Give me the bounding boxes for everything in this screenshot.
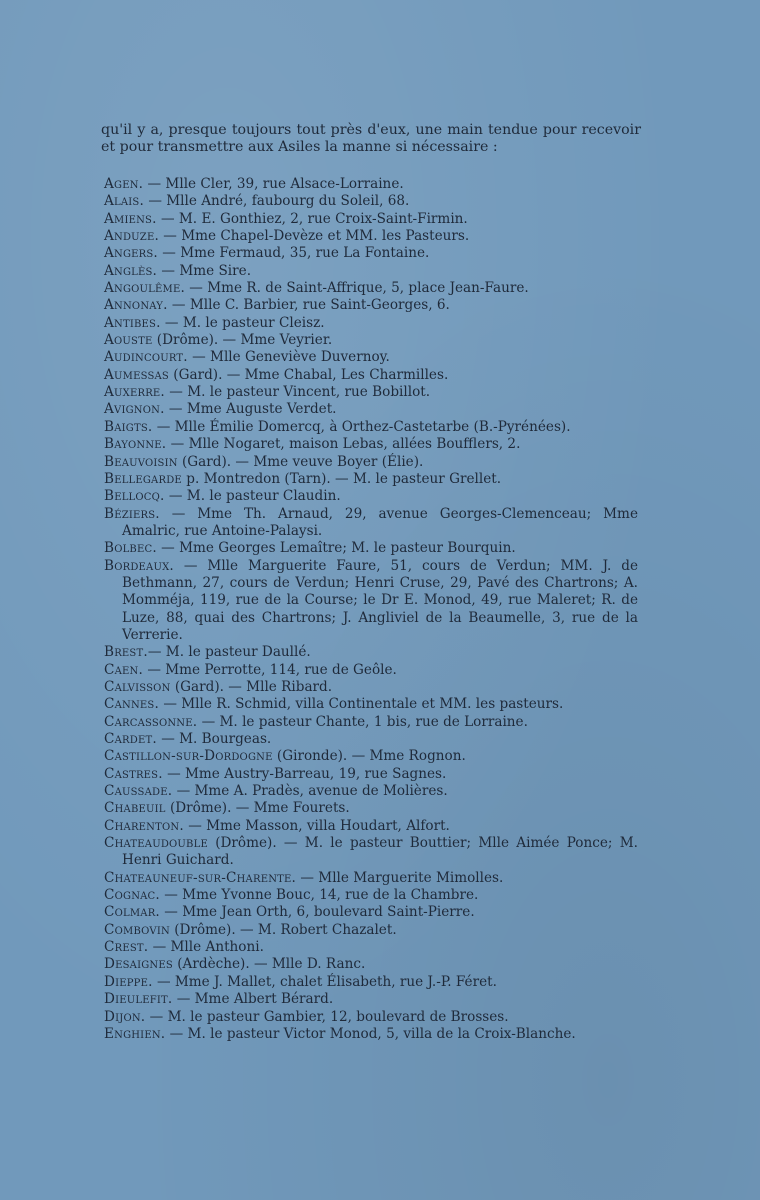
town-name: Brest. [104, 644, 148, 661]
town-name: Dijon. [104, 1008, 146, 1025]
address-entry [104, 870, 638, 887]
address-entry [104, 558, 638, 645]
contact-text: — Mme Austry-Barreau, 19, rue Sagnes. [162, 765, 447, 782]
address-entry [104, 332, 638, 349]
town-name: Alais. [104, 193, 145, 210]
town-name: Baigts. [104, 418, 153, 435]
town-name: Caussade. [104, 783, 173, 800]
contact-text: — M. le pasteur Daullé. [147, 644, 311, 661]
contact-text: — Mme Masson, villa Houdart, Alfort. [183, 817, 450, 834]
town-name: Crest. [104, 939, 149, 956]
town-name: Castillon-sur-Dordogne [104, 748, 273, 765]
contact-text: — Mme Chapel-Devèze et MM. les Pasteurs. [158, 228, 470, 245]
contact-text: — Mme Th. Arnaud, 29, avenue Georges-Clemenceau; Mme Amalric, rue Antoine-Palaysi. [122, 505, 638, 539]
address-entry [104, 349, 638, 366]
town-name: Carcassonne. [104, 713, 198, 730]
address-entry [104, 401, 638, 418]
town-name: Audincourt. [104, 349, 188, 366]
town-name: Dieppe. [104, 973, 153, 990]
address-entry [104, 280, 638, 297]
contact-text: — Mlle Nogaret, maison Lebas, allées Boufflers, 2. [166, 436, 521, 453]
town-name: Aouste [104, 332, 153, 349]
address-entry [104, 506, 638, 541]
town-name: Anduze. [104, 228, 159, 245]
address-entry [104, 991, 638, 1008]
contact-text: — Mlle C. Barbier, rue Saint-Georges, 6. [167, 297, 450, 314]
town-name: Chateaudouble [104, 835, 208, 852]
contact-text: — Mme Yvonne Bouc, 14, rue de la Chambre. [159, 887, 479, 904]
contact-text: (Drôme). — M. Robert Chazalet. [169, 921, 397, 938]
address-entry [104, 297, 638, 314]
contact-text: p. Montredon (Tarn). — M. le pasteur Grellet. [181, 470, 502, 487]
contact-text: — Mme R. de Saint-Affrique, 5, place Jean-Faure. [184, 280, 529, 297]
contact-text: — Mlle Cler, 39, rue Alsace-Lorraine. [143, 176, 404, 192]
town-name: Angers. [104, 245, 158, 262]
town-name: Chateauneuf-sur-Charente. [104, 869, 297, 886]
contact-text: — M. Bourgeas. [156, 731, 272, 747]
town-name: Bordeaux. [104, 557, 174, 574]
address-entry [104, 783, 638, 800]
address-entry [104, 974, 638, 991]
town-name: Calvisson [104, 678, 171, 695]
address-entry [104, 228, 638, 245]
address-entry [104, 454, 638, 471]
address-entry [104, 367, 638, 384]
contact-text: — Mme Georges Lemaître; M. le pasteur Bourquin. [156, 540, 516, 557]
contact-text: — M. le pasteur Victor Monod, 5, villa de la Croix-Blanche. [165, 1025, 576, 1042]
address-entry [104, 835, 638, 870]
address-entry [104, 193, 638, 210]
contact-text: — Mlle André, faubourg du Soleil, 68. [144, 193, 410, 210]
address-entry [104, 384, 638, 401]
town-name: Charenton. [104, 817, 184, 834]
town-name: Cognac. [104, 887, 160, 904]
town-name: Angoulême. [104, 280, 185, 297]
contact-text: — M. le pasteur Claudin. [164, 488, 341, 505]
town-name: Agen. [104, 176, 144, 192]
town-name: Desaignes [104, 956, 173, 973]
town-name: Bolbec. [104, 540, 157, 557]
town-name: Enghien. [104, 1025, 166, 1042]
contact-text: — M. le pasteur Cleisz. [160, 314, 325, 331]
contact-text: (Gard). — Mme Chabal, Les Charmilles. [168, 366, 449, 383]
contact-text: — Mme Perrotte, 114, rue de Geôle. [143, 661, 397, 678]
town-name: Chabeuil [104, 800, 166, 817]
address-entry [104, 956, 638, 973]
address-entry [104, 644, 638, 661]
address-entry [104, 714, 638, 731]
town-name: Annonay. [104, 297, 168, 314]
contact-text: — Mme Jean Orth, 6, boulevard Saint-Pierre. [159, 904, 475, 921]
contact-text: (Ardèche). — Mlle D. Ranc. [172, 956, 366, 973]
address-entry [104, 818, 638, 835]
address-entry [104, 800, 638, 817]
contact-text: — Mme J. Mallet, chalet Élisabeth, rue J.-P. Féret. [152, 973, 497, 990]
town-name: Cardet. [104, 731, 157, 747]
town-name: Colmar. [104, 904, 160, 921]
address-entry [104, 904, 638, 921]
town-name: Castres. [104, 765, 163, 782]
address-entry [104, 1009, 638, 1026]
contact-text: — M. le pasteur Gambier, 12, boulevard de Brosses. [145, 1008, 509, 1025]
address-entry [104, 436, 638, 453]
contact-text: — M. E. Gonthiez, 2, rue Croix-Saint-Firmin. [156, 210, 468, 227]
contact-text: — Mme A. Pradès, avenue de Molières. [172, 783, 448, 800]
contact-text: — Mlle Marguerite Mimolles. [296, 869, 504, 886]
contact-text: (Drôme). — Mme Fourets. [165, 800, 350, 817]
town-name: Avignon. [104, 401, 165, 418]
address-entry [104, 922, 638, 939]
contact-text: (Drôme). — Mme Veyrier. [152, 332, 333, 349]
address-entry [104, 245, 638, 262]
address-entry [104, 748, 638, 765]
town-name: Auxerre. [104, 384, 165, 401]
address-entry [104, 679, 638, 696]
intro-paragraph: qu'il y a, presque toujours tout près d'eux, une main tendue pour recevoir et pour transmettre aux Asiles la manne si nécessaire : [101, 122, 641, 155]
town-name: Béziers. [104, 505, 160, 522]
contact-text: — Mlle Marguerite Faure, 51, cours de Verdun; MM. J. de Bethmann, 27, cours de Verdun; Henri Cruse, 29, Pavé des Chartrons; A. Momméja, 119, rue de la Course; le Dr E. Monod, 49, rue Maleret; R. de Luze, 88, quai des Chartrons; J. Angliviel de la Beaumelle, 3, rue de la Verrerie. [122, 557, 638, 643]
contact-text: — Mlle Émilie Domercq, à Orthez-Castetarbe (B.-Pyrénées). [152, 418, 571, 435]
address-entry [104, 176, 638, 193]
town-name: Combovin [104, 921, 170, 938]
contact-text: — Mme Sire. [157, 262, 252, 279]
town-name: Anglès. [104, 262, 158, 279]
address-entry [104, 939, 638, 956]
town-name: Beauvoisin [104, 453, 178, 470]
town-name: Dieulefit. [104, 991, 173, 1008]
address-entry [104, 263, 638, 280]
contact-text: — Mme Fermaud, 35, rue La Fontaine. [157, 245, 430, 262]
address-entry [104, 315, 638, 332]
address-entry [104, 471, 638, 488]
town-name: Cannes. [104, 696, 159, 713]
town-name: Bayonne. [104, 436, 167, 453]
contact-text: — Mlle R. Schmid, villa Continentale et MM. les pasteurs. [159, 696, 564, 713]
town-name: Caen. [104, 661, 143, 678]
town-name: Amiens. [104, 210, 157, 227]
address-list [104, 176, 638, 1043]
contact-text: — Mme Auguste Verdet. [164, 401, 337, 418]
address-entry [104, 662, 638, 679]
address-entry [104, 540, 638, 557]
town-name: Antibes. [104, 314, 161, 331]
contact-text: (Gironde). — Mme Rognon. [272, 748, 466, 765]
address-entry [104, 766, 638, 783]
contact-text: (Gard). — Mlle Ribard. [170, 678, 333, 695]
contact-text: — Mlle Geneviève Duvernoy. [187, 349, 390, 366]
address-entry [104, 1026, 638, 1043]
address-entry [104, 211, 638, 228]
contact-text: — Mlle Anthoni. [148, 939, 264, 956]
town-name: Aumessas [104, 366, 169, 383]
address-entry [104, 731, 638, 748]
address-entry [104, 696, 638, 713]
contact-text: — M. le pasteur Vincent, rue Bobillot. [164, 384, 431, 401]
address-entry [104, 887, 638, 904]
town-name: Bellocq. [104, 488, 165, 505]
address-entry [104, 419, 638, 436]
contact-text: — M. le pasteur Chante, 1 bis, rue de Lorraine. [197, 713, 528, 730]
town-name: Bellegarde [104, 470, 182, 487]
address-entry [104, 488, 638, 505]
contact-text: — Mme Albert Bérard. [172, 991, 334, 1008]
contact-text: (Gard). — Mme veuve Boyer (Élie). [177, 453, 424, 470]
contact-text: (Drôme). — M. le pasteur Bouttier; Mlle Aimée Ponce; M. Henri Guichard. [122, 835, 638, 869]
